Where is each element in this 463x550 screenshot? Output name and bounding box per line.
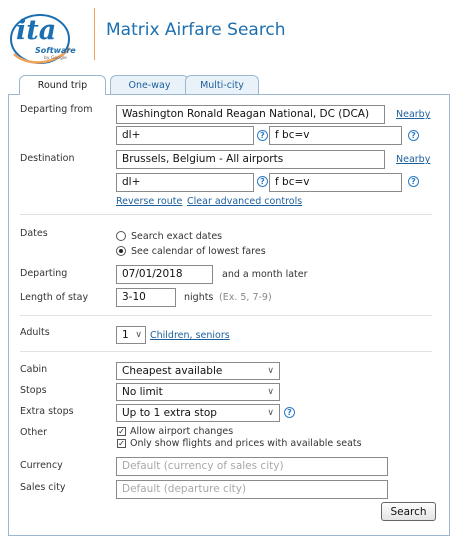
currency-input[interactable]: Default (currency of sales city) bbox=[116, 457, 388, 476]
adults-select[interactable] bbox=[116, 326, 146, 344]
departing-extension-input[interactable]: f bc=v bbox=[269, 126, 402, 145]
search-button[interactable]: Search bbox=[381, 502, 436, 521]
logo-main-text: ita bbox=[16, 15, 57, 46]
cabin-select-value: Cheapest available bbox=[122, 365, 223, 377]
destination-extension-input[interactable]: f bc=v bbox=[269, 173, 402, 192]
stops-select-value: No limit bbox=[122, 386, 163, 398]
destination-input[interactable]: Brussels, Belgium - All airports bbox=[116, 150, 385, 169]
nights-label: nights bbox=[184, 292, 214, 303]
destination-label: Destination bbox=[20, 153, 75, 164]
sales-city-label: Sales city bbox=[20, 482, 66, 493]
chevron-down-icon: ∨ bbox=[267, 387, 274, 397]
departing-date-label: Departing bbox=[20, 268, 68, 279]
dates-label: Dates bbox=[20, 228, 48, 239]
search-exact-dates-radio[interactable] bbox=[116, 231, 126, 241]
length-of-stay-label: Length of stay bbox=[20, 292, 89, 303]
clear-advanced-controls-link[interactable]: Clear advanced controls bbox=[187, 196, 303, 207]
section-divider bbox=[20, 214, 432, 215]
departing-date-suffix: and a month later bbox=[222, 269, 308, 280]
length-of-stay-hint: (Ex. 5, 7-9) bbox=[219, 292, 272, 303]
question-circle-icon[interactable]: ? bbox=[257, 130, 268, 141]
logo-sub-text: Software bbox=[35, 46, 76, 55]
calendar-lowest-fares-radio[interactable] bbox=[116, 246, 126, 256]
available-seats-checkbox[interactable]: ✓ bbox=[118, 439, 125, 448]
question-circle-icon[interactable]: ? bbox=[408, 176, 419, 187]
adults-select-value: 1 bbox=[122, 329, 129, 341]
page-title: Matrix Airfare Search bbox=[106, 20, 286, 40]
allow-airport-changes-label: Allow airport changes bbox=[130, 426, 234, 437]
cabin-select[interactable] bbox=[116, 362, 280, 380]
header-divider bbox=[94, 8, 95, 60]
chevron-down-icon: ∨ bbox=[267, 366, 274, 376]
section-divider bbox=[20, 315, 432, 316]
chevron-down-icon: ∨ bbox=[267, 408, 274, 418]
reverse-route-link[interactable]: Reverse route bbox=[116, 196, 183, 207]
length-of-stay-input[interactable]: 3-10 bbox=[116, 288, 176, 307]
adults-label: Adults bbox=[20, 327, 50, 338]
currency-label: Currency bbox=[20, 460, 63, 471]
departing-date-input[interactable]: 07/01/2018 bbox=[116, 265, 213, 284]
destination-routing-input[interactable]: dl+ bbox=[116, 173, 254, 192]
other-label: Other bbox=[20, 427, 47, 438]
question-circle-icon[interactable]: ? bbox=[284, 407, 295, 418]
stops-select[interactable] bbox=[116, 383, 280, 401]
departing-from-label: Departing from bbox=[20, 104, 93, 115]
calendar-lowest-fares-label: See calendar of lowest fares bbox=[131, 246, 266, 257]
allow-airport-changes-checkbox[interactable]: ✓ bbox=[118, 427, 125, 436]
search-exact-dates-label: Search exact dates bbox=[131, 231, 223, 242]
extra-stops-label: Extra stops bbox=[20, 406, 74, 417]
chevron-down-icon: ∨ bbox=[135, 330, 142, 340]
section-divider bbox=[20, 351, 432, 352]
tab-multi-city[interactable]: Multi-city bbox=[185, 75, 259, 94]
logo-by-text: by Google bbox=[44, 56, 67, 61]
departing-nearby-link[interactable]: Nearby bbox=[396, 109, 431, 120]
question-circle-icon[interactable]: ? bbox=[408, 130, 419, 141]
extra-stops-select-value: Up to 1 extra stop bbox=[122, 407, 217, 419]
tab-round-trip[interactable]: Round trip bbox=[19, 75, 106, 95]
departing-from-input[interactable]: Washington Ronald Reagan National, DC (DCA) bbox=[116, 105, 385, 124]
question-circle-icon[interactable]: ? bbox=[257, 176, 268, 187]
cabin-label: Cabin bbox=[20, 364, 48, 375]
sales-city-input[interactable]: Default (departure city) bbox=[116, 480, 388, 499]
ita-software-logo bbox=[8, 10, 76, 68]
extra-stops-select[interactable] bbox=[116, 404, 280, 422]
stops-label: Stops bbox=[20, 385, 47, 396]
children-seniors-link[interactable]: Children, seniors bbox=[150, 330, 230, 341]
tab-one-way[interactable]: One-way bbox=[110, 75, 189, 94]
available-seats-label: Only show flights and prices with available seats bbox=[130, 438, 362, 449]
destination-nearby-link[interactable]: Nearby bbox=[396, 154, 431, 165]
departing-routing-input[interactable]: dl+ bbox=[116, 126, 254, 145]
